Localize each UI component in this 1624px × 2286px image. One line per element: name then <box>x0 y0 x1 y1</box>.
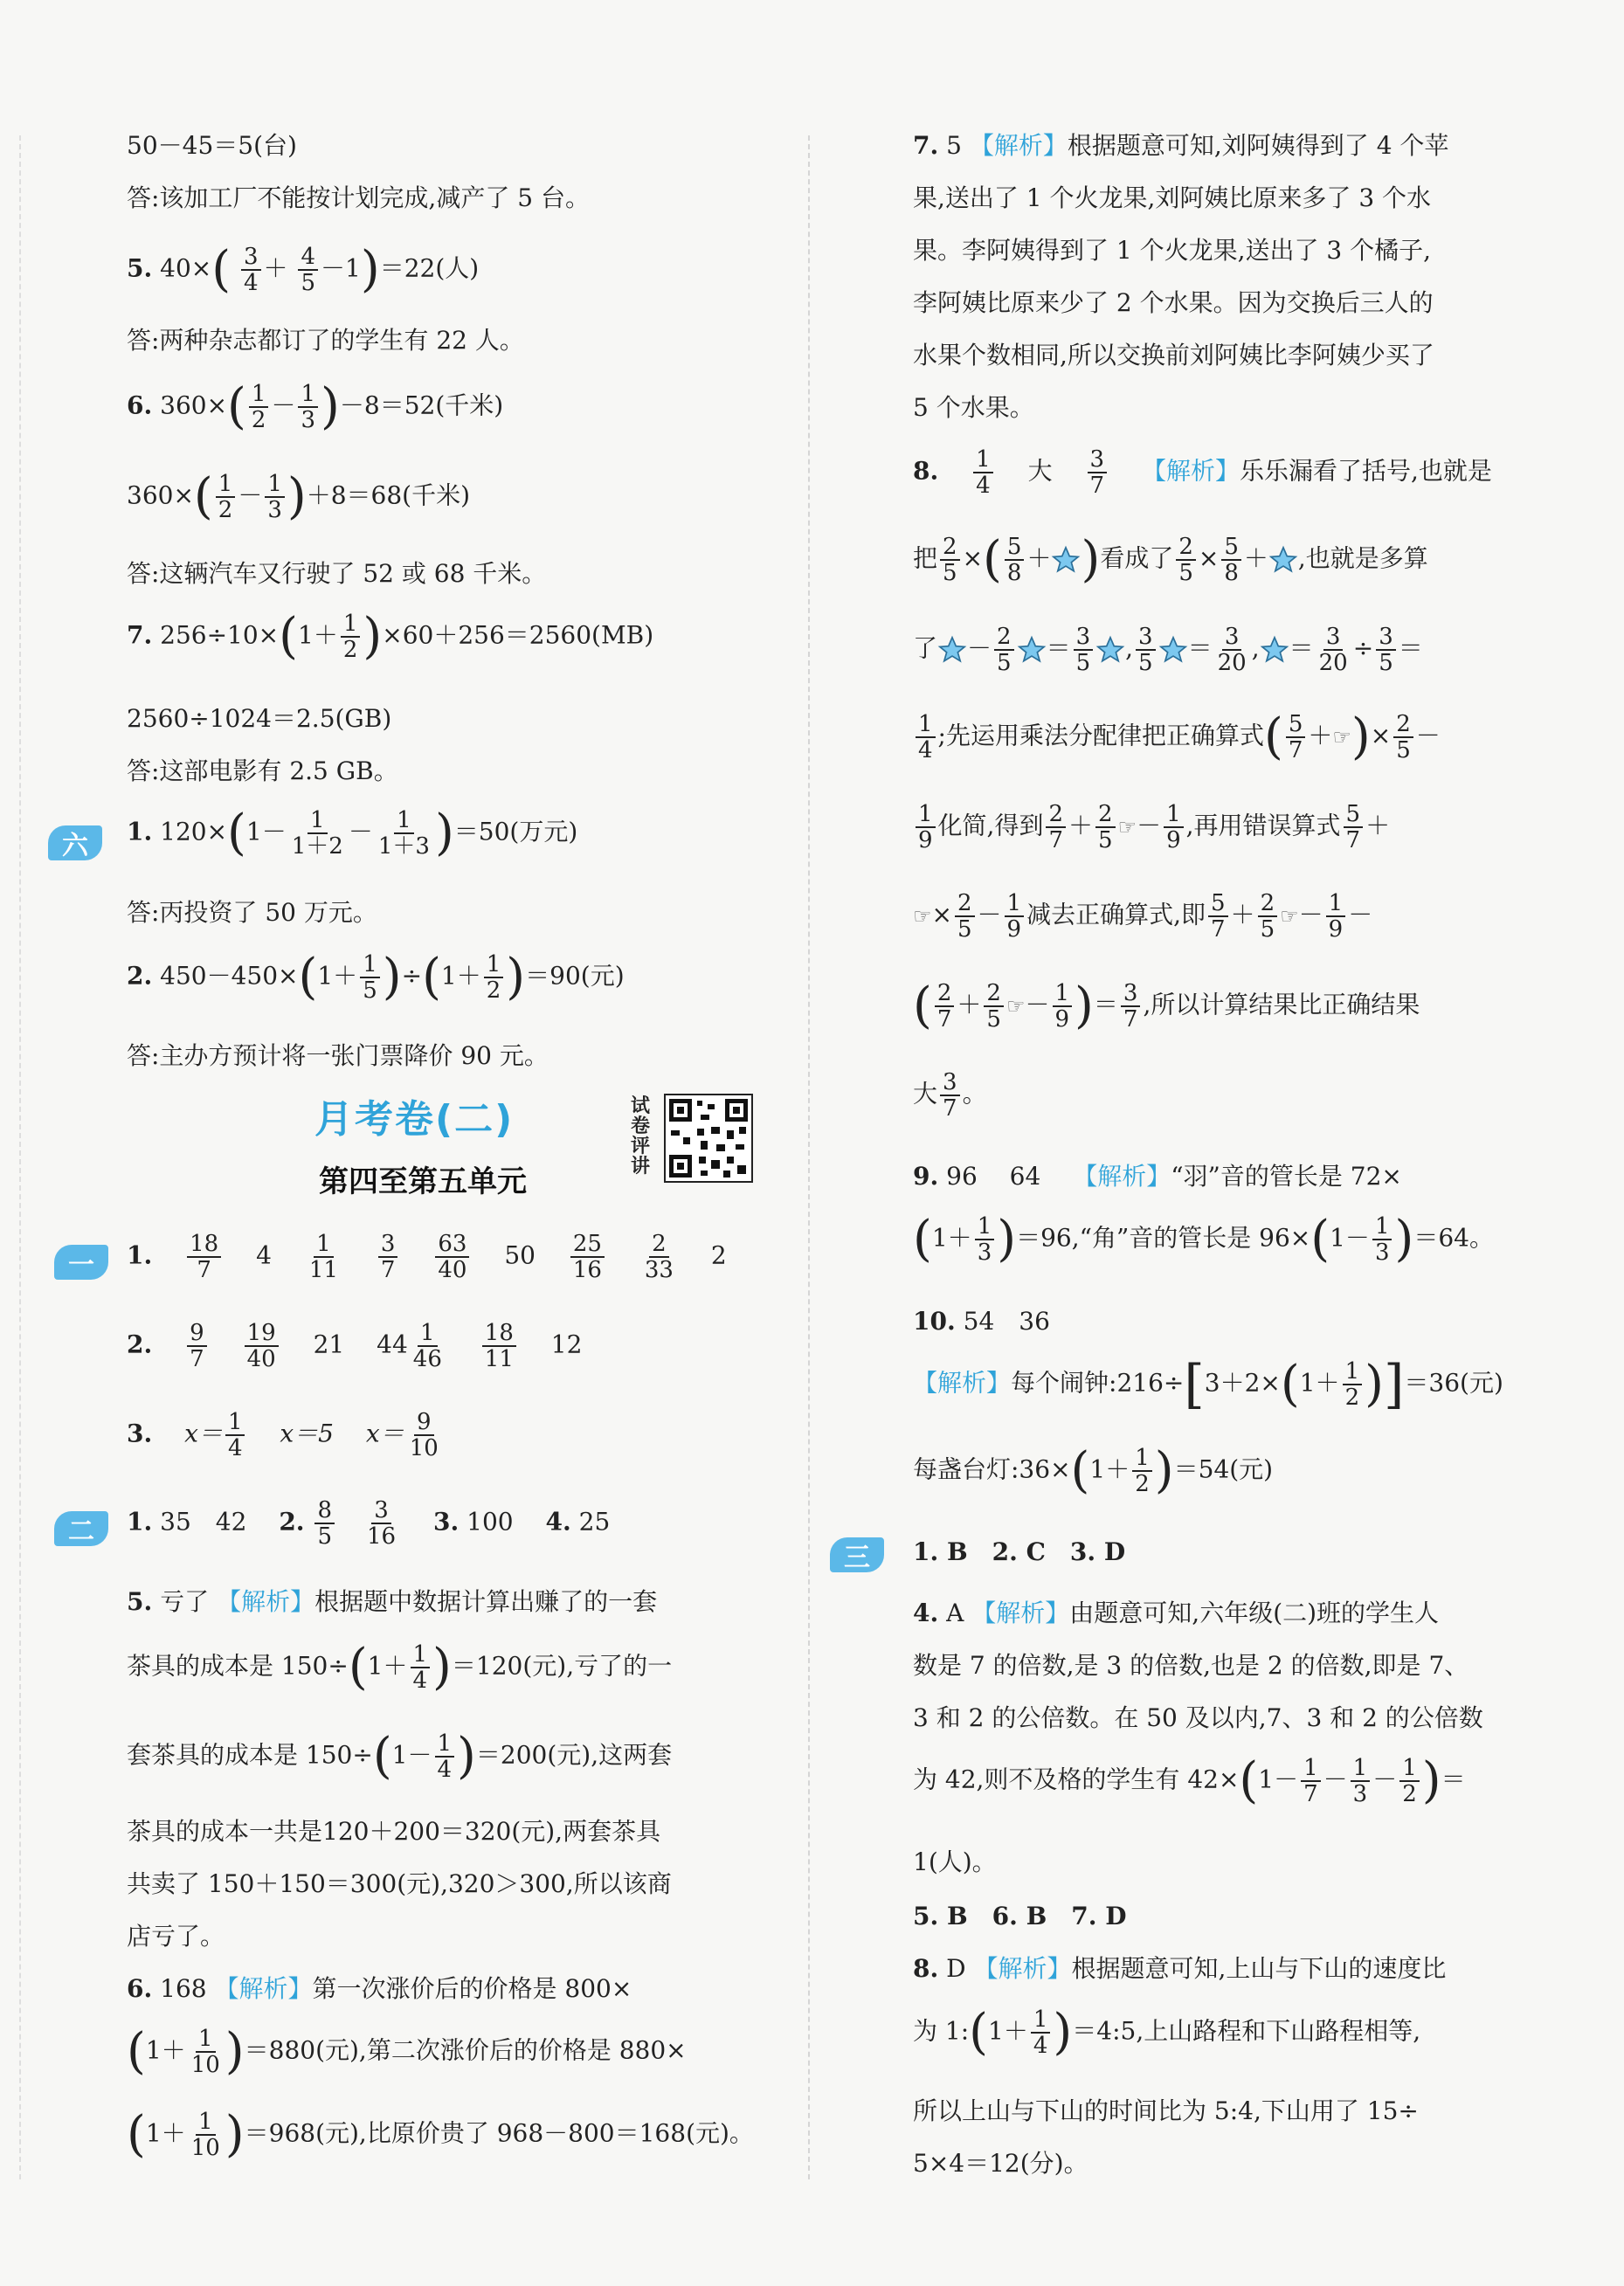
s3-line-5: 5. B 6. B 7. D <box>913 1902 1127 1930</box>
s3-problem-8-line2: 为 1:(1＋ $\frac{1}{4}$ )＝4:5,上山路程和下山路程相等, <box>913 2004 1421 2062</box>
section-badge-3: 三 <box>830 1537 884 1572</box>
fraction: $\frac{4}{5}$ <box>298 245 318 295</box>
column-divider <box>808 135 810 2179</box>
section-badge-6: 六 <box>48 825 102 860</box>
s1-problem-1: 1. $\frac{18}{7}$ 4 $\frac{1}{11}$ $\frac{3}{7}$ $\frac{63}{40}$ 50 $\frac{25}{16}$ $\frac{2}{33}$ 2 <box>127 1231 727 1284</box>
s1-problem-2: 2. $\frac{9}{7}$ $\frac{19}{40}$ 21 44 $\frac{1}{46}$ $\frac{18}{11}$ 12 <box>127 1320 583 1373</box>
problem-number: 5. <box>127 253 153 283</box>
r-problem-8-line5: $\frac{1}{9}$ 化简,得到 $\frac{2}{7}$ ＋ $\frac{2}{5}$ ☞－ $\frac{1}{9}$ ,再用错误算式 $\frac{5}{7}$ ＋ <box>913 802 1390 853</box>
star-icon <box>1158 635 1188 665</box>
exam-title: 月考卷(二) <box>314 1097 515 1142</box>
hand-icon: ☞ <box>1332 724 1351 749</box>
r-problem-8-line2: 把 $\frac{2}{5}$ ×( $\frac{5}{8}$ ＋ )看成了 $\frac{2}{5}$ × $\frac{5}{8}$ ＋ ,也就是多算 <box>913 531 1428 589</box>
analysis-tag: 【解析】 <box>217 1587 315 1616</box>
s3-problem-8-line3: 所以上山与下山的时间比为 5:4,下山用了 15÷ <box>913 2096 1419 2125</box>
s3-problem-4-line: 3 和 2 的公倍数。在 50 及以内,7、3 和 2 的公倍数 <box>913 1703 1483 1732</box>
r-problem-7-line: 5 个水果。 <box>913 393 1034 422</box>
s3-problem-8-line4: 5×4＝12(分)。 <box>913 2149 1088 2178</box>
s2-problem-5-line5: 共卖了 150＋150＝300(元),320＞300,所以该商 <box>127 1869 672 1898</box>
s3-problem-8: 8. D 【解析】根据题意可知,上山与下山的速度比 <box>913 1954 1447 1983</box>
r-problem-10-line2: 【解析】每个闹钟:216÷[3＋2×(1＋ $\frac{1}{2}$ )]＝36(元) <box>913 1354 1503 1415</box>
expr-part: 40× <box>160 253 212 283</box>
r-problem-7-line: 李阿姨比原来少了 2 个水果。因为交换后三人的 <box>913 288 1434 317</box>
qr-label: 试卷评讲 <box>631 1095 651 1178</box>
hand-icon: ☞ <box>913 903 932 929</box>
s2-problem-5-line6: 店亏了。 <box>127 1922 225 1951</box>
s2-problem-5-line2: 茶具的成本是 150÷(1＋ $\frac{1}{4}$ )＝120(元),亏了的一 <box>127 1639 673 1696</box>
fraction: $\frac{3}{4}$ <box>241 245 261 295</box>
answer-line: 答:主办方预计将一张门票降价 90 元。 <box>127 1041 549 1070</box>
hand-icon: ☞ <box>1280 903 1299 929</box>
problem-7: 7. 256÷10×(1＋ $\frac{1}{2}$ )×60＋256＝2560(MB) <box>127 608 654 666</box>
answer-line: 答:这辆汽车又行驶了 52 或 68 千米。 <box>127 559 547 588</box>
s2-problem-5: 5. 亏了 【解析】根据题中数据计算出赚了的一套 <box>127 1587 658 1616</box>
answer-line: 答:该加工厂不能按计划完成,减产了 5 台。 <box>127 183 590 212</box>
qr-code[interactable] <box>664 1094 753 1183</box>
problem-6-line2: 360×( $\frac{1}{2}$ － $\frac{1}{3}$ )＋8＝68(千米) <box>127 468 471 526</box>
line-2560: 2560÷1024＝2.5(GB) <box>127 704 392 733</box>
r-problem-7-line: 水果个数相同,所以交换前刘阿姨比李阿姨少买了 <box>913 341 1434 369</box>
r-problem-9-line2: (1＋ $\frac{1}{3}$ )＝96,“角”音的管长是 96×(1－ $\frac{1}{3}$ )＝64。 <box>913 1211 1494 1268</box>
r-problem-8: 8. $\frac{1}{4}$ 大 $\frac{3}{7}$ 【解析】乐乐漏看了括号,也就是 <box>913 446 1492 500</box>
star-icon <box>937 635 967 665</box>
r-problem-7: 7. 5 【解析】根据题意可知,刘阿姨得到了 4 个苹 <box>913 131 1449 160</box>
star-icon <box>1095 635 1125 665</box>
s2-line-1: 1. 35 42 2. $\frac{8}{5}$ $\frac{3}{16}$ 3. 100 4. 25 <box>127 1497 611 1550</box>
s6-problem-1: 1. 120×(1－ $\frac{1}{1+2}$ － $\frac{1}{1+3}$ )＝50(万元) <box>127 805 578 862</box>
star-icon <box>1051 545 1081 575</box>
r-problem-10-line3: 每盏台灯:36×(1＋ $\frac{1}{2}$ )＝54(元) <box>913 1442 1274 1500</box>
r-problem-8-line8: 大 $\frac{3}{7}$ 。 <box>913 1069 987 1122</box>
s3-problem-4-line4: 为 42,则不及格的学生有 42×(1－ $\frac{1}{7}$ － $\frac{1}{3}$ － $\frac{1}{2}$ )＝ <box>913 1752 1466 1810</box>
r-problem-9: 9. 96 64 【解析】“羽”音的管长是 72× <box>913 1162 1402 1191</box>
s2-problem-6-line3: (1＋ $\frac{1}{10}$ )＝968(元),比原价贵了 968－800＝168(元)。 <box>127 2106 754 2164</box>
exam-subtitle: 第四至第五单元 <box>319 1164 527 1199</box>
star-icon <box>1268 545 1298 575</box>
section-badge-1: 一 <box>54 1245 108 1280</box>
s2-problem-5-line3: 套茶具的成本是 150÷(1－ $\frac{1}{4}$ )＝200(元),这两套 <box>127 1728 673 1785</box>
s3-problem-4: 4. A 【解析】由题意可知,六年级(二)班的学生人 <box>913 1599 1440 1627</box>
star-icon <box>1017 635 1047 665</box>
s3-problem-4-line5: 1(人)。 <box>913 1847 997 1876</box>
r-problem-8-line7: ( $\frac{2}{7}$ ＋ $\frac{2}{5}$ ☞－ $\frac{1}{9}$ )＝ $\frac{3}{7}$ ,所以计算结果比正确结果 <box>913 977 1420 1035</box>
problem-6: 6. 360×( $\frac{1}{2}$ － $\frac{1}{3}$ )－8＝52(千米) <box>127 378 504 436</box>
answer-line: 答:两种杂志都订了的学生有 22 人。 <box>127 326 524 355</box>
hand-icon: ☞ <box>1005 993 1026 1019</box>
answer-line: 答:这部电影有 2.5 GB。 <box>127 756 398 785</box>
s2-problem-6-line2: (1＋ $\frac{1}{10}$ )＝880(元),第二次涨价后的价格是 880× <box>127 2023 687 2081</box>
s2-problem-5-line4: 茶具的成本一共是120＋200＝320(元),两套茶具 <box>127 1817 661 1846</box>
s3-problem-4-line: 数是 7 的倍数,是 3 的倍数,也是 2 的倍数,即是 7、 <box>913 1651 1469 1680</box>
s3-line-1: 1. B 2. C 3. D <box>913 1537 1126 1566</box>
s1-problem-3: 3. x＝ $\frac{1}{4}$ x＝5 x＝ $\frac{9}{10}$ <box>127 1409 439 1462</box>
left-margin-rule <box>19 135 21 2179</box>
problem-5: 5. 40×( $\frac{3}{4}$ ＋ $\frac{4}{5}$ －1)＝22(人) <box>127 241 480 299</box>
r-problem-8-line4: $\frac{1}{4}$ ;先运用乘法分配律把正确算式( $\frac{5}{7}$ ＋☞)× $\frac{2}{5}$ － <box>913 712 1441 763</box>
r-problem-10: 10. 54 36 <box>913 1307 1050 1336</box>
r-problem-8-line6: ☞× $\frac{2}{5}$ － $\frac{1}{9}$ 减去正确算式,即 $\frac{5}{7}$ ＋ $\frac{2}{5}$ ☞－ $\frac{1}{9}$ － <box>913 890 1373 943</box>
section-badge-2: 二 <box>54 1511 108 1546</box>
r-problem-7-line: 果,送出了 1 个火龙果,刘阿姨比原来多了 3 个水 <box>913 183 1432 212</box>
star-icon <box>1260 635 1289 665</box>
s6-problem-2: 2. 450－450×(1＋ $\frac{1}{5}$ )÷(1＋ $\frac{1}{2}$ )＝90(元) <box>127 949 625 1006</box>
hand-icon: ☞ <box>1117 814 1137 839</box>
s2-problem-6: 6. 168 【解析】第一次涨价后的价格是 800× <box>127 1974 632 2003</box>
line-50-45: 50－45＝5(台) <box>127 131 297 160</box>
r-problem-8-line3: 了 － $\frac{2}{5}$ ＝ $\frac{3}{5}$ , $\frac{3}{5}$ ＝ $\frac{3}{20}$ , ＝ $\frac{3}{20}$ ÷ $\frac{3}{5}$ ＝ <box>913 624 1423 677</box>
r-problem-7-line: 果。李阿姨得到了 1 个火龙果,送出了 3 个橘子, <box>913 236 1432 265</box>
answer-line: 答:丙投资了 50 万元。 <box>127 898 377 927</box>
